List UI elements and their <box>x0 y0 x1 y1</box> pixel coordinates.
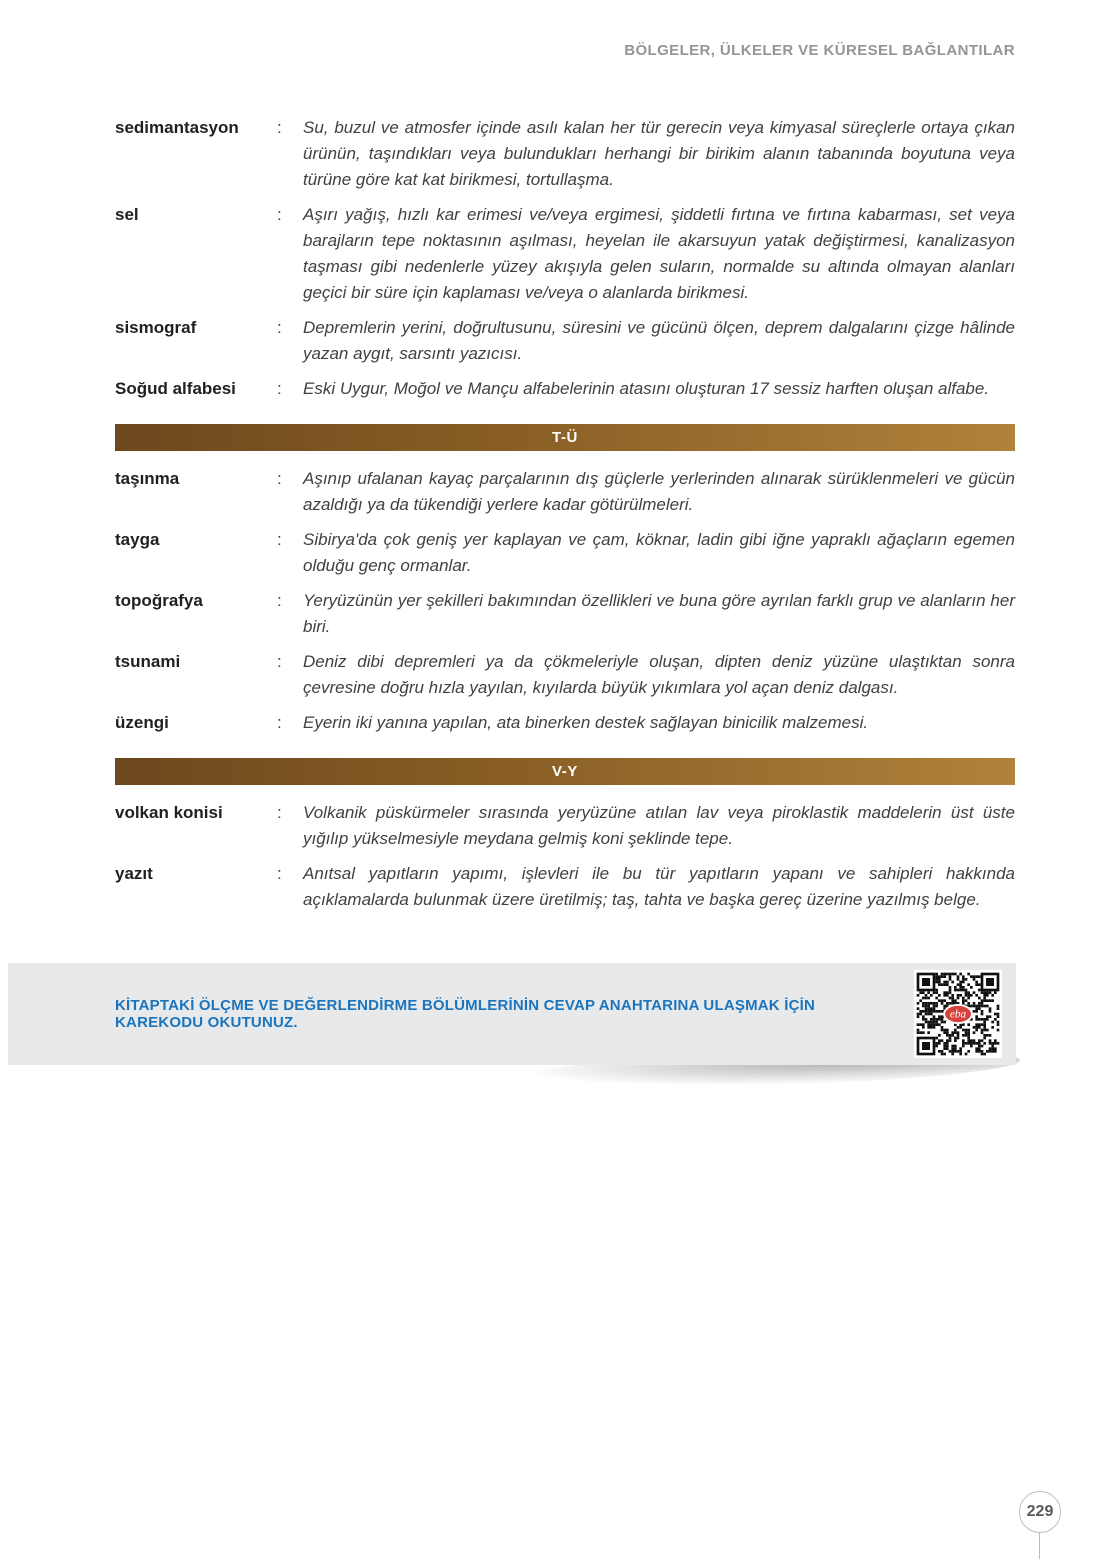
glossary-term: yazıt <box>115 864 153 883</box>
colon-separator: : <box>277 713 282 732</box>
glossary-definition: Anıtsal yapıtların yapımı, işlevleri ile bu tür yapıtların yapanı ve sahipleri hakkında açıklamalarda bulunmak üzere üretilmiş; taş, tahta ve başka gereç üzerine yazılmış belge. <box>303 864 1015 909</box>
colon-separator: : <box>277 318 282 337</box>
colon-separator: : <box>277 118 282 137</box>
glossary-definition: Eski Uygur, Moğol ve Mançu alfabelerinin atasını oluşturan 17 sessiz harften oluşan alfabe. <box>303 379 990 398</box>
glossary-entry <box>115 710 1015 736</box>
colon-separator: : <box>277 469 282 488</box>
glossary-entry <box>115 800 1015 852</box>
glossary-entry <box>115 588 1015 640</box>
colon-separator: : <box>277 803 282 822</box>
glossary-entry <box>115 466 1015 518</box>
glossary-entry <box>115 861 1015 913</box>
colon-separator: : <box>277 379 282 398</box>
glossary-term: taşınma <box>115 469 180 488</box>
page-number-line <box>1039 1532 1040 1559</box>
glossary-entry <box>115 315 1015 367</box>
page-number-badge <box>1019 1491 1061 1533</box>
glossary-term: tsunami <box>115 652 181 671</box>
qr-code <box>914 970 1002 1058</box>
svg-text:eba: eba <box>949 1008 967 1021</box>
colon-separator: : <box>277 864 282 883</box>
glossary <box>115 115 1015 922</box>
glossary-term: topoğrafya <box>115 591 203 610</box>
glossary-definition: Deniz dibi depremleri ya da çökmeleriyle oluşan, dipten deniz yüzüne ulaştıktan sonra çevresine doğru hızla yayılan, kıyılarda büyük yıkımlara yol açan deniz dalgası. <box>303 652 1015 697</box>
glossary-entry <box>115 527 1015 579</box>
section-header-bar: V-Y <box>115 758 1015 785</box>
glossary-definition: Sibirya'da çok geniş yer kaplayan ve çam, köknar, ladin gibi iğne yapraklı ağaçların egemen olduğu genç ormanlar. <box>303 530 1015 575</box>
glossary-term: sedimantasyon <box>115 118 239 137</box>
glossary-term: tayga <box>115 530 160 549</box>
colon-separator: : <box>277 591 282 610</box>
page-number: 229 <box>1026 1503 1054 1520</box>
glossary-term: volkan konisi <box>115 803 223 822</box>
glossary-definition: Yeryüzünün yer şekilleri bakımından özellikleri ve buna göre ayrılan farklı grup ve alanların her biri. <box>303 591 1015 636</box>
glossary-definition: Eyerin iki yanına yapılan, ata binerken destek sağlayan binicilik malzemesi. <box>303 713 869 732</box>
colon-separator: : <box>277 205 282 224</box>
qr-code-image <box>914 970 1002 1058</box>
glossary-term: üzengi <box>115 713 169 732</box>
glossary-definition: Depremlerin yerini, doğrultusunu, süresini ve gücünü ölçen, deprem dalgalarını çizge hâlinde yazan aygıt, sarsıntı yazıcısı. <box>303 318 1015 363</box>
glossary-entry <box>115 649 1015 701</box>
glossary-entry <box>115 115 1015 193</box>
qr-instruction-text: KİTAPTAKİ ÖLÇME VE DEĞERLENDİRME BÖLÜMLERİNİN CEVAP ANAHTARINA ULAŞMAK İÇİN KAREKODU OKUTUNUZ. <box>115 997 815 1031</box>
colon-separator: : <box>277 652 282 671</box>
glossary-definition: Aşınıp ufalanan kayaç parçalarının dış güçlerle yerlerinden alınarak sürüklenmeleri ve gücün azaldığı ya da tükendiği yerlere kadar götürülmeleri. <box>303 469 1015 514</box>
glossary-term: sismograf <box>115 318 197 337</box>
glossary-entry <box>115 202 1015 306</box>
glossary-definition: Aşırı yağış, hızlı kar erimesi ve/veya ergimesi, şiddetli fırtına ve fırtına kabarması, set veya barajların tepe noktasının aşılması, heyelan ile akarsuyun yatak değiştirmesi, kanalizasyon taşması gibi nedenlerle yüzey akışıyla gelen suların, normalde su altında olmayan alanları geçici bir süre için kaplaması ve/veya o alanlarda birikmesi. <box>303 205 1015 302</box>
glossary-entry <box>115 376 1015 402</box>
section-header-bar: T-Ü <box>115 424 1015 451</box>
glossary-definition: Su, buzul ve atmosfer içinde asılı kalan her tür gerecin veya kimyasal süreçlerle ortaya çıkan ürünün, taşındıkları veya bulundukları herhangi bir birikim alanın tabanında boyutuna veya türüne göre kat kat birikmesi, tortullaşma. <box>303 118 1015 189</box>
glossary-term: sel <box>115 205 139 224</box>
running-header: BÖLGELER, ÜLKELER VE KÜRESEL BAĞLANTILAR <box>624 42 1015 59</box>
colon-separator: : <box>277 530 282 549</box>
footer-qr-strip <box>8 963 1016 1065</box>
glossary-definition: Volkanik püskürmeler sırasında yeryüzüne atılan lav veya piroklastik maddelerin üst üste yığılıp yükselmesiyle meydana gelmiş koni şeklinde tepe. <box>303 803 1015 848</box>
glossary-term: Soğud alfabesi <box>115 379 236 398</box>
